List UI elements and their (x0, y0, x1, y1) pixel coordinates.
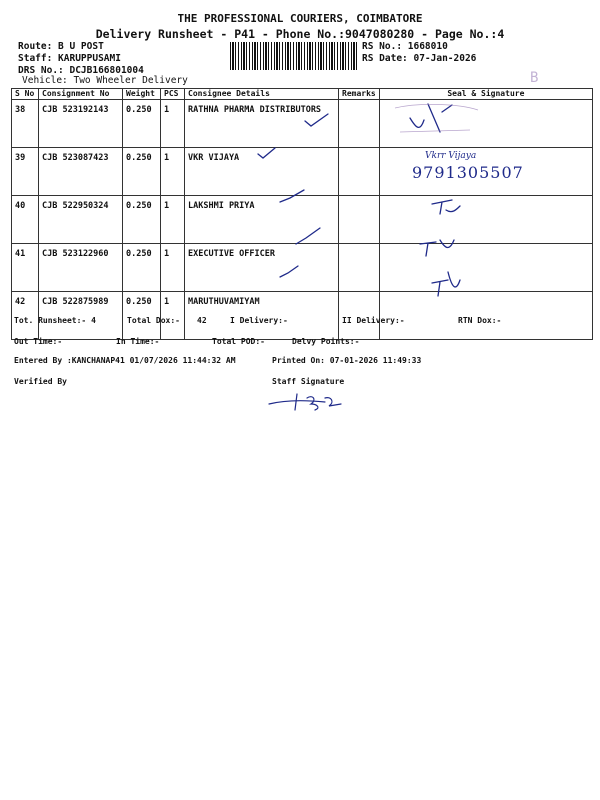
tick-mark-icon (280, 266, 298, 277)
cell-pcs: 1 (161, 244, 185, 292)
rs-date: RS Date: 07-Jan-2026 (362, 53, 477, 64)
signature-40-icon (432, 200, 460, 214)
route-label: Route: B U POST (18, 41, 104, 52)
cell-sno: 38 (12, 100, 39, 148)
signature-41-icon (420, 240, 454, 256)
stamp-icon (400, 130, 470, 132)
total-dox-label: Total Dox:- (127, 316, 180, 325)
runsheet-subtitle: Delivery Runsheet - P41 - Phone No.:9047080280 - Page No.:4 (95, 27, 505, 41)
cell-sno: 42 (12, 292, 39, 340)
staff-signature-label: Staff Signature (272, 377, 345, 386)
out-time: Out Time:- (14, 337, 63, 346)
printed-on: Printed On: 07-01-2026 11:49:33 (272, 356, 422, 365)
tot-runsheet: Tot. Runsheet:- 4 (14, 316, 96, 325)
tick-mark-icon (258, 148, 275, 158)
header-remarks: Remarks (339, 89, 380, 100)
vehicle-label: Vehicle: Two Wheeler Delivery (22, 75, 188, 86)
cell-consignment: CJB 523122960 (39, 244, 123, 292)
cell-consignment: CJB 523087423 (39, 148, 123, 196)
total-pod: Total POD:- (212, 337, 265, 346)
cell-sno: 40 (12, 196, 39, 244)
cell-sno: 39 (12, 148, 39, 196)
handwritten-name: Vkrr Vijaya (425, 151, 477, 161)
handwriting-overlay (0, 0, 600, 320)
stamp-mark-icon: B (530, 70, 539, 86)
tick-mark-icon (280, 190, 304, 202)
cell-weight: 0.250 (123, 292, 161, 340)
cell-weight: 0.250 (123, 148, 161, 196)
header-consignee: Consignee Details (185, 89, 339, 100)
cell-consignee: LAKSHMI PRIYA (185, 196, 339, 244)
signature-42-icon (432, 272, 460, 296)
stamp-icon (395, 104, 478, 110)
cell-consignee: MARUTHUVAMIYAM (185, 292, 339, 340)
cell-pcs: 1 (161, 196, 185, 244)
company-title: THE PROFESSIONAL COURIERS, COIMBATORE (177, 12, 423, 25)
header-pcs: PCS (161, 89, 185, 100)
entered-by: Entered By :KANCHANAP41 01/07/2026 11:44:32 AM (14, 356, 236, 365)
staff-signature-icon (265, 390, 355, 416)
cell-sno: 41 (12, 244, 39, 292)
header-consignment: Consignment No (39, 89, 123, 100)
in-time: In Time:- (116, 337, 160, 346)
drs-label: DRS No.: DCJB166801004 (18, 65, 144, 76)
cell-consignment: CJB 522875989 (39, 292, 123, 340)
staff-label: Staff: KARUPPUSAMI (18, 53, 121, 64)
rtn-dox: RTN Dox:- (458, 316, 502, 325)
i-delivery: I Delivery:- (230, 316, 288, 325)
signature-38-icon (410, 104, 452, 132)
cell-consignee: VKR VIJAYA (185, 148, 339, 196)
cell-consignment: CJB 522950324 (39, 196, 123, 244)
cell-weight: 0.250 (123, 196, 161, 244)
total-dox-value: 42 (197, 316, 207, 325)
cell-consignee: EXECUTIVE OFFICER (185, 244, 339, 292)
cell-weight: 0.250 (123, 100, 161, 148)
cell-pcs: 1 (161, 100, 185, 148)
tick-mark-icon (305, 114, 328, 126)
handwritten-phone: 9791305507 (412, 163, 524, 182)
cell-consignment: CJB 523192143 (39, 100, 123, 148)
cell-consignee: RATHNA PHARMA DISTRIBUTORS (185, 100, 339, 148)
delvy-points: Delvy Points:- (292, 337, 360, 346)
cell-pcs: 1 (161, 292, 185, 340)
header-weight: Weight (123, 89, 161, 100)
tick-mark-icon (296, 228, 320, 244)
header-seal-signature: Seal & Signature (379, 89, 592, 100)
rs-number: RS No.: 1668010 (362, 41, 448, 52)
ii-delivery: II Delivery:- (342, 316, 405, 325)
cell-pcs: 1 (161, 148, 185, 196)
verified-by: Verified By (14, 377, 67, 386)
cell-weight: 0.250 (123, 244, 161, 292)
header-sno: S No (12, 89, 39, 100)
